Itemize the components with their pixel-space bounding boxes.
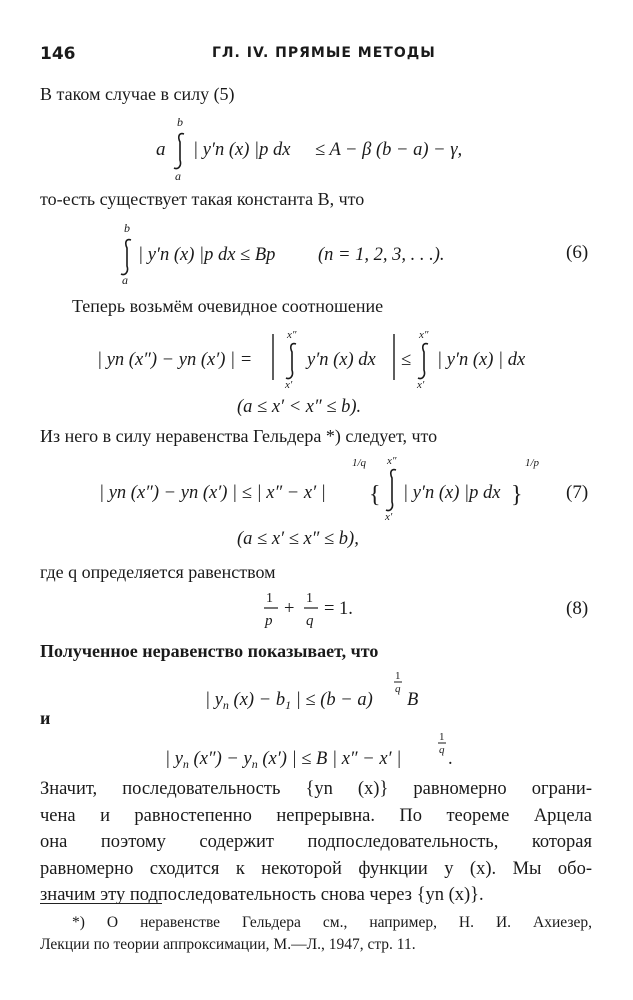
svg-text:| y′n (x) |p dx: | y′n (x) |p dx: [403, 483, 501, 503]
text-iz-nego: Из него в силу неравенства Гельдера *) следует, что: [40, 426, 438, 446]
svg-text:1: 1: [266, 591, 273, 606]
svg-text:b: b: [124, 221, 130, 235]
svg-text:a: a: [156, 139, 166, 160]
conclusion-line: чена и равностепенно непрерывна. По теореме Арцела: [40, 805, 592, 826]
svg-text:1: 1: [395, 670, 401, 682]
conclusion-line: равномерно сходится к некоторой функции y (x). Мы обо-: [40, 858, 592, 879]
conclusion-line: Значит, последовательность {yn (x)} равномерно ограни-: [40, 779, 592, 799]
svg-text:a: a: [122, 273, 128, 287]
svg-text:| y′n (x) |p dx ≤ Bp: | y′n (x) |p dx ≤ Bp: [138, 245, 276, 265]
chapter-title: ГЛ. IV. ПРЯМЫЕ МЕТОДЫ: [212, 45, 436, 61]
equation-number-8: (8): [566, 598, 589, 619]
svg-text:B: B: [407, 690, 419, 710]
svg-text:q: q: [439, 744, 445, 756]
equation-b1: [205, 665, 445, 711]
equation-8: [262, 588, 392, 634]
word-i: и: [40, 708, 51, 728]
text-teper: Теперь возьмём очевидное соотношение: [72, 296, 384, 316]
footnote: [40, 912, 592, 956]
svg-text:| yn (x″) − yn (x′) | =: | yn (x″) − yn (x′) | =: [97, 350, 253, 370]
exp1q: 1/q: [352, 457, 367, 469]
conclusion-line: она поэтому содержит подпоследовательность, которая: [40, 832, 592, 852]
svg-text:| y′n (x) | dx: | y′n (x) | dx: [437, 350, 526, 370]
svg-text:q: q: [395, 683, 401, 695]
svg-text:+: +: [284, 599, 295, 619]
equation-relation: [95, 326, 545, 416]
equation-number-7: (7): [566, 482, 589, 503]
equation-6: [118, 218, 498, 288]
svg-text:}: }: [511, 482, 523, 508]
equation-a: [150, 112, 490, 184]
svg-text:x″: x″: [419, 329, 429, 341]
svg-text:| yn (x″) − yn (x′) | ≤ B | x″: | $y_n$ $(x'') - y_n$ (x′) | ≤ B | x″ − x′ |: [165, 749, 402, 771]
svg-text:≤ A − β (b − a) − γ,: ≤ A − β (b − a) − γ,: [315, 140, 463, 160]
conclusion-line: значим эту подпоследовательность снова через {yn (x)}.: [40, 885, 484, 905]
svg-text:b: b: [177, 115, 183, 129]
footnote-line: Лекции по теории аппроксимации, М.—Л., 1947, стр. 11.: [40, 936, 416, 953]
svg-text:.: .: [448, 749, 453, 769]
text-gde: где q определяется равенством: [40, 562, 276, 582]
svg-text:| y′n (x) |p dx: | y′n (x) |p dx: [193, 140, 291, 160]
svg-text:y′n (x) dx: y′n (x) dx: [307, 350, 376, 370]
svg-text:1: 1: [439, 731, 445, 743]
equation-last: [165, 730, 485, 776]
svg-text:1: 1: [306, 591, 313, 606]
svg-text:(a ≤ x′ ≤ x″ ≤ b),: (a ≤ x′ ≤ x″ ≤ b),: [237, 529, 359, 549]
svg-text:p: p: [265, 613, 273, 629]
svg-text:| yn (x) − b1 | ≤ (b − a): | $y_n$ $(x) - b_1$ | ≤ (b − a): [205, 690, 373, 712]
conclusion-paragraph: [40, 776, 592, 909]
svg-text:(n = 1, 2, 3, . . .).: (n = 1, 2, 3, . . .).: [318, 245, 445, 265]
svg-text:x″: x″: [387, 455, 397, 467]
equation-number-6: (6): [566, 242, 589, 263]
svg-text:| yn (x″) − yn (x′) | ≤ | x″ −: | yn (x″) − yn (x′) | ≤ | x″ − x′ |: [99, 483, 326, 503]
svg-text:x″: x″: [287, 329, 297, 341]
svg-text:(a ≤ x′ < x″ ≤ b).: (a ≤ x′ < x″ ≤ b).: [237, 397, 362, 417]
svg-text:x′: x′: [285, 379, 293, 391]
footnote-line: *) О неравенстве Гельдера см., например, Н. И. Ахиезер,: [72, 914, 592, 931]
equation-7: [97, 452, 547, 552]
svg-text:q: q: [306, 613, 314, 629]
svg-text:x′: x′: [417, 379, 425, 391]
svg-text:1/p: 1/p: [525, 457, 540, 469]
svg-text:x′: x′: [385, 511, 393, 523]
intro-text: В таком случае в силу (5): [40, 84, 235, 104]
svg-text:{: {: [369, 482, 381, 508]
svg-text:a: a: [175, 169, 181, 183]
svg-text:≤: ≤: [401, 350, 412, 370]
page-number: 146: [40, 44, 76, 64]
footnote-rule: [40, 903, 162, 904]
svg-text:= 1.: = 1.: [324, 599, 353, 619]
text-poluch: Полученное неравенство показывает, что: [40, 641, 379, 661]
text-to-est: то-есть существует такая константа B, что: [40, 189, 365, 209]
